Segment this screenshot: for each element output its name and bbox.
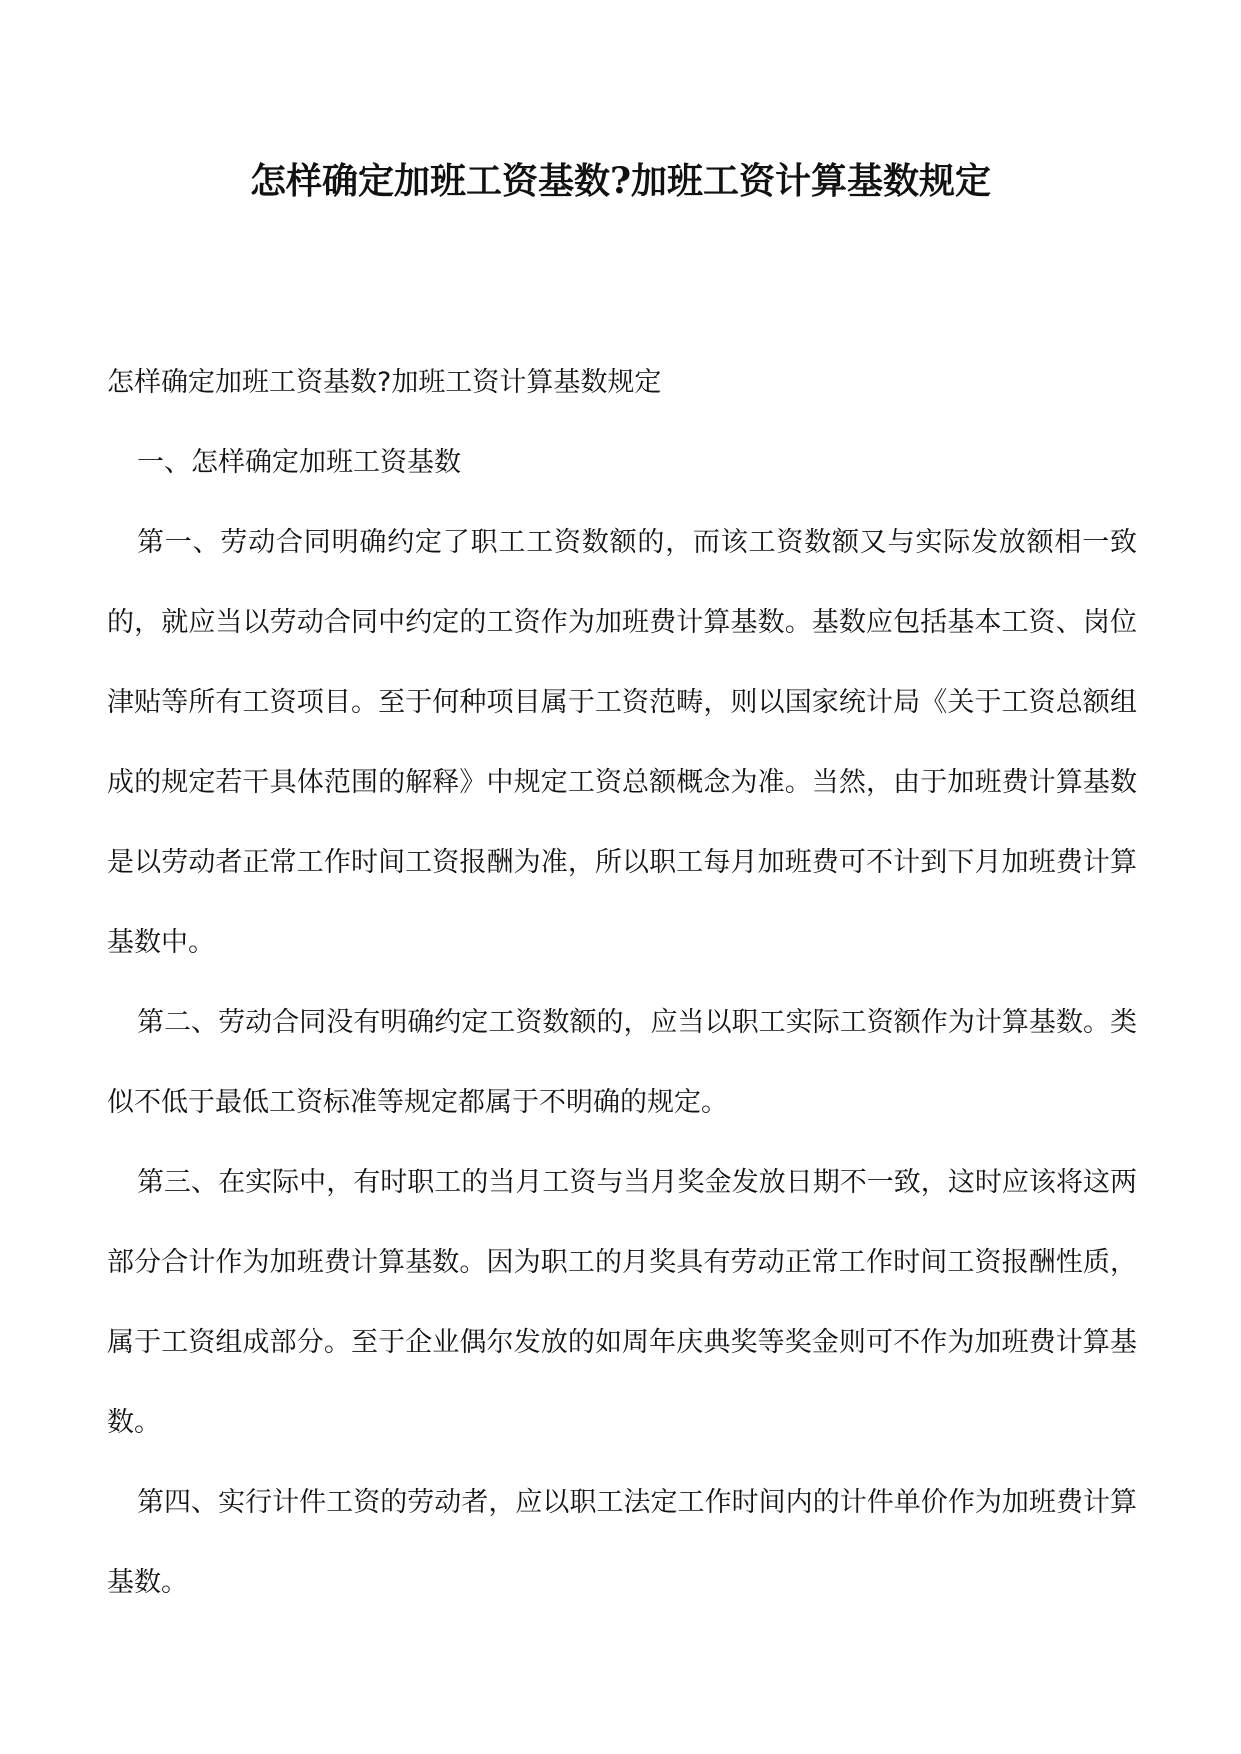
document-title: 怎样确定加班工资基数?加班工资计算基数规定 xyxy=(249,160,992,202)
document-body xyxy=(107,343,1137,1623)
paragraph-1: 第一、劳动合同明确约定了职工工资数额的，而该工资数额又与实际发放额相一致的，就应当以劳动合同中约定的工资作为加班费计算基数。基数应包括基本工资、岗位津贴等所有工资项目。至于何种项目属于工资范畴，则以国家统计局《关于工资总额组成的规定若干具体范围的解释》中规定工资总额概念为准。当然，由于加班费计算基数是以劳动者正常工作时间工资报酬为准，所以职工每月加班费可不计到下月加班费计算基数中。 xyxy=(107,527,1137,958)
paragraph-2: 第二、劳动合同没有明确约定工资数额的，应当以职工实际工资额作为计算基数。类似不低于最低工资标准等规定都属于不明确的规定。 xyxy=(107,1007,1137,1118)
paragraph-3: 第三、在实际中，有时职工的当月工资与当月奖金发放日期不一致，这时应该将这两部分合计作为加班费计算基数。因为职工的月奖具有劳动正常工作时间工资报酬性质，属于工资组成部分。至于企业偶尔发放的如周年庆典奖等奖金则可不作为加班费计算基数。 xyxy=(107,1167,1137,1438)
document-subtitle: 怎样确定加班工资基数?加班工资计算基数规定 xyxy=(107,367,662,398)
section-heading: 一、怎样确定加班工资基数 xyxy=(137,447,461,478)
paragraph-4: 第四、实行计件工资的劳动者，应以职工法定工作时间内的计件单价作为加班费计算基数。 xyxy=(107,1487,1137,1598)
